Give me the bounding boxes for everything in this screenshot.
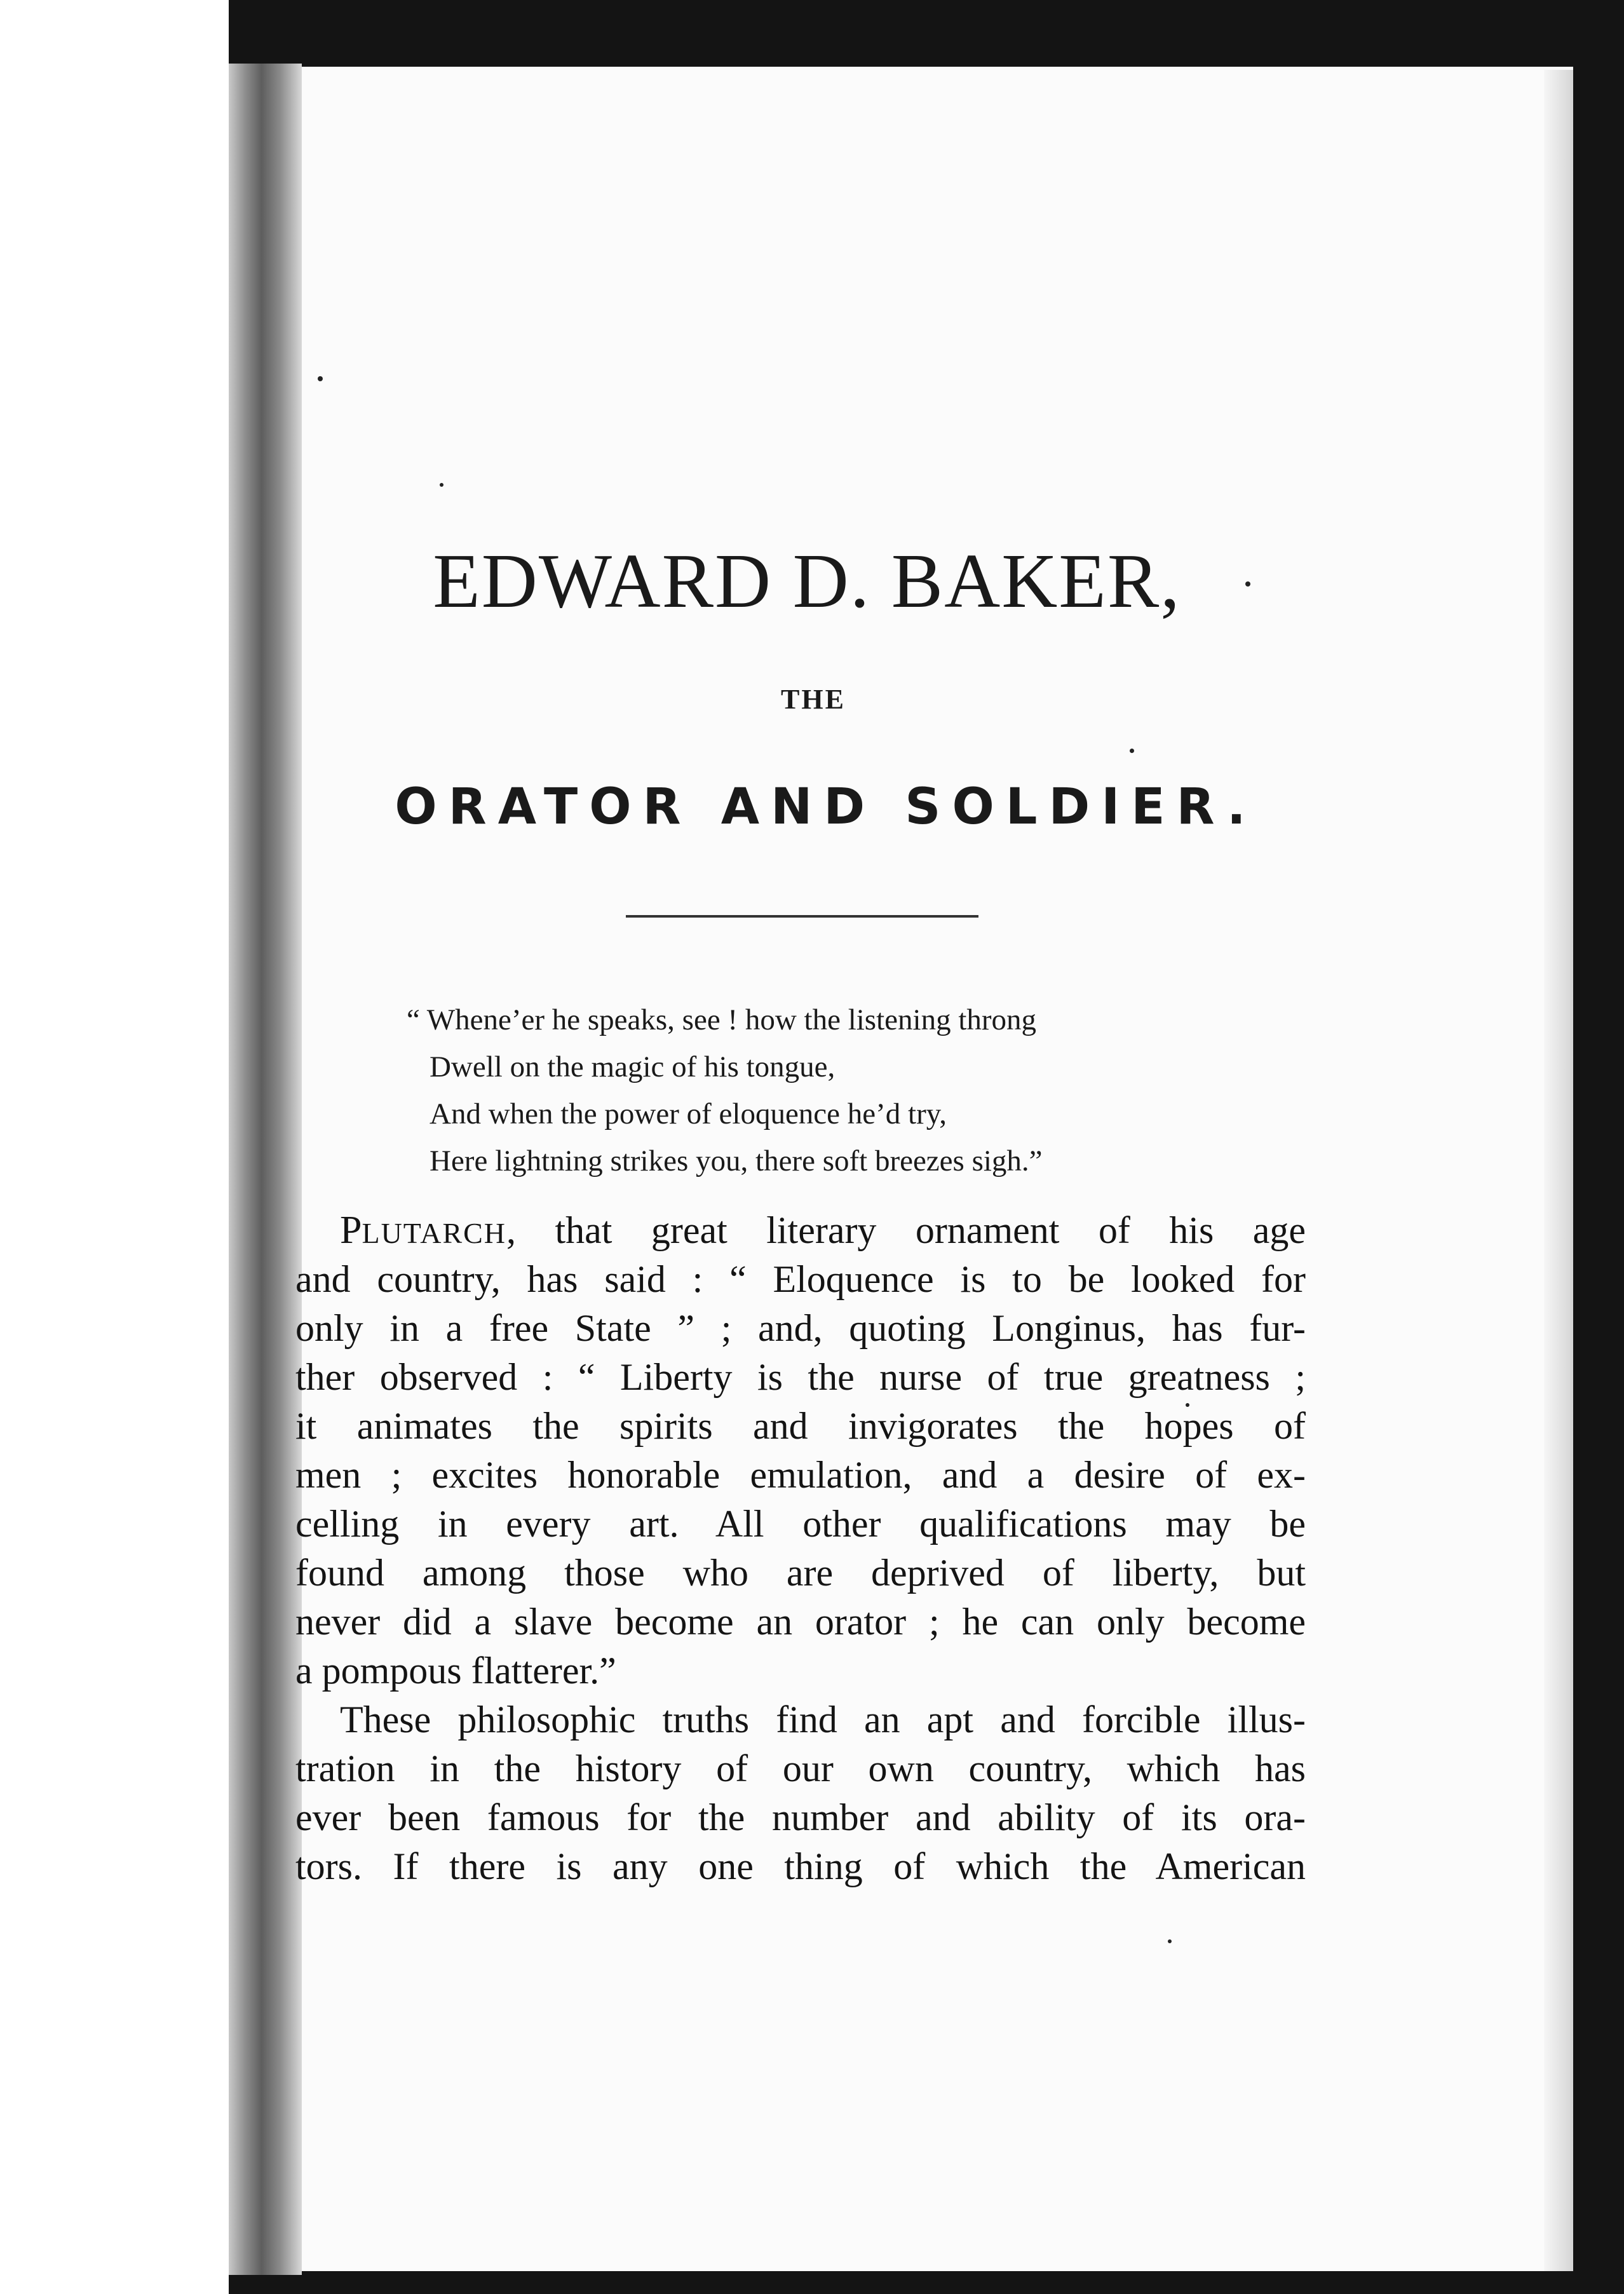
epigraph-line: And when the power of eloquence he’d try, — [430, 1097, 947, 1130]
paragraph-line: ever been famous for the number and ability of its ora- — [295, 1796, 1306, 1838]
epigraph-line: Dwell on the magic of his tongue, — [430, 1050, 836, 1083]
paragraph-line: it animates the spirits and invigorates the hopes of — [295, 1405, 1306, 1447]
paragraph-line: only in a free State ” ; and, quoting Longinus, has fur- — [295, 1307, 1306, 1349]
epigraph — [407, 996, 1258, 1184]
body-text — [295, 1206, 1306, 1891]
title-rule — [626, 915, 978, 918]
title-conjunction: THE — [781, 684, 846, 715]
small-caps-word: LUTARCH — [362, 1217, 507, 1249]
paragraph-line: celling in every art. All other qualifications may be — [295, 1503, 1306, 1545]
paragraph-line: found among those who are deprived of liberty, but — [295, 1552, 1306, 1594]
scan-border-right — [1573, 0, 1624, 2294]
small-caps-initial: P — [340, 1209, 362, 1252]
scan-border-bottom — [229, 2271, 1624, 2294]
paragraph-line: tors. If there is any one thing of which the American — [295, 1845, 1306, 1887]
page-title: EDWARD D. BAKER, — [433, 538, 1181, 624]
paragraph-line: ther observed : “ Liberty is the nurse of true greatness ; — [295, 1356, 1306, 1398]
scan-speck — [1130, 749, 1134, 753]
paragraph-line: tration in the history of our own country, which has — [295, 1748, 1306, 1789]
page-edge-shade — [1544, 70, 1573, 2271]
book-gutter-shadow — [229, 64, 302, 2275]
scan-speck — [318, 376, 323, 381]
epigraph-line: “ Whene’er he speaks, see ! how the listening throng — [407, 1003, 1037, 1036]
paragraph-line: men ; excites honorable emulation, and a desire of ex- — [295, 1454, 1306, 1496]
scan-border-top — [229, 0, 1624, 70]
paragraph-line: These philosophic truths find an apt and forcible illus- — [340, 1699, 1306, 1741]
paragraph-line: never did a slave become an orator ; he can only become — [295, 1601, 1306, 1643]
facing-page-edge — [0, 0, 229, 2294]
page-subtitle: ORATOR AND SOLDIER. — [395, 778, 1257, 836]
scan-speck — [440, 483, 443, 487]
paragraph-text: , that great literary ornament of his age — [506, 1209, 1306, 1251]
paragraph-line: a pompous flatterer.” — [295, 1650, 616, 1692]
epigraph-line: Here lightning strikes you, there soft breezes sigh.” — [430, 1144, 1043, 1178]
scan-speck — [1168, 1939, 1172, 1943]
paragraph-line: and country, has said : “ Eloquence is to be looked for — [295, 1258, 1306, 1300]
paragraph-line — [295, 1206, 1306, 1255]
